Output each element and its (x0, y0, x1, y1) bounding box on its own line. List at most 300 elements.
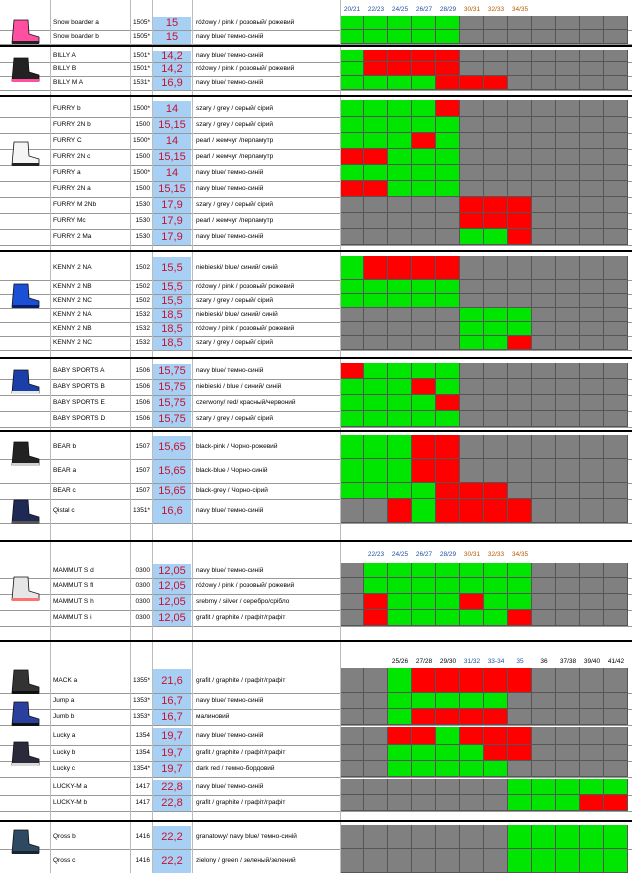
size-na-cell (436, 322, 460, 336)
product-name: MAMMUT S h (53, 598, 94, 605)
size-na-cell (364, 213, 388, 229)
size-na-cell (604, 761, 628, 777)
product-name: KENNY 2 NB (53, 325, 92, 332)
size-soldout-cell (364, 62, 388, 76)
size-na-cell (580, 133, 604, 149)
size-na-cell (484, 294, 508, 308)
size-na-cell (340, 693, 364, 709)
size-na-cell (412, 197, 436, 213)
product-code: 1532 (135, 325, 150, 332)
size-na-cell (532, 149, 556, 165)
size-available-cell (364, 363, 388, 379)
product-name: FURRY 2 Ma (53, 233, 92, 240)
size-na-cell (412, 213, 436, 229)
size-available-cell (364, 30, 388, 44)
price: 15 (153, 17, 191, 30)
color-description: niebieski/ blue/ синий/ синій (196, 311, 278, 318)
size-na-cell (604, 594, 628, 610)
color-description: różowy / pink / розовый/ рожевий (196, 283, 295, 290)
color-description: grafit / graphite / графіт/графіт (196, 749, 286, 756)
price: 21,6 (153, 669, 191, 693)
size-available-cell (388, 294, 412, 308)
color-description: navy blue/ темно-синій (196, 79, 264, 86)
size-na-cell (604, 379, 628, 395)
size-na-cell (436, 825, 460, 849)
size-available-cell (484, 693, 508, 709)
size-available-cell (340, 411, 364, 427)
size-na-cell (532, 62, 556, 76)
size-available-cell (508, 563, 532, 578)
size-na-cell (604, 197, 628, 213)
size-na-cell (604, 181, 628, 197)
product-name: LUCKY-M b (53, 799, 88, 806)
section-divider (0, 250, 632, 252)
size-available-cell (436, 117, 460, 133)
size-available-cell (364, 379, 388, 395)
size-available-cell (604, 779, 628, 795)
size-na-cell (556, 100, 580, 117)
size-na-cell (460, 395, 484, 411)
color-description: różowy / pink / розовый/ рожевий (196, 582, 295, 589)
size-available-cell (364, 395, 388, 411)
product-code: 1351* (133, 507, 150, 514)
color-description: niebieski/ blue/ синий/ синій (196, 264, 278, 271)
size-available-cell (340, 50, 364, 62)
product-name: Snow boarder a (53, 19, 99, 26)
size-available-cell (340, 30, 364, 44)
product-code: 1416 (135, 857, 150, 864)
price: 22,8 (153, 780, 191, 795)
size-na-cell (364, 668, 388, 693)
size-na-cell (460, 294, 484, 308)
color-description: малиновий (196, 713, 230, 720)
size-na-cell (604, 100, 628, 117)
size-na-cell (604, 322, 628, 336)
size-na-cell (604, 280, 628, 294)
boot-icon (8, 668, 42, 696)
color-description: zielony / green / зеленый/зелений (196, 857, 296, 864)
size-available-cell (340, 294, 364, 308)
size-header: 27/28 (415, 658, 433, 665)
size-header: 34/35 (511, 6, 529, 13)
size-available-cell (484, 578, 508, 594)
color-description: szary / grey / серый/ сірий (196, 105, 273, 112)
section-divider (0, 430, 632, 432)
color-description: szary / grey / серый/ сірий (196, 121, 273, 128)
size-available-cell (364, 16, 388, 30)
product-code: 1501* (133, 65, 150, 72)
product-name: MAMMUT S i (53, 614, 92, 621)
size-soldout-cell (580, 795, 604, 811)
boot-icon (8, 440, 42, 468)
size-na-cell (532, 709, 556, 725)
product-code: 1417 (135, 799, 150, 806)
product-code: 1530 (135, 201, 150, 208)
size-header: 26/27 (415, 551, 433, 558)
size-available-cell (604, 825, 628, 849)
size-na-cell (484, 133, 508, 149)
size-na-cell (484, 280, 508, 294)
size-na-cell (556, 483, 580, 499)
price: 19,7 (153, 728, 191, 745)
product-code: 1506 (135, 367, 150, 374)
product-code: 1530 (135, 217, 150, 224)
size-available-cell (532, 795, 556, 811)
size-available-cell (412, 745, 436, 761)
size-soldout-cell (484, 499, 508, 523)
product-name: Jump a (53, 697, 75, 704)
size-na-cell (604, 610, 628, 626)
size-soldout-cell (508, 610, 532, 626)
size-na-cell (532, 363, 556, 379)
size-na-cell (604, 745, 628, 761)
size-na-cell (532, 197, 556, 213)
size-soldout-cell (460, 76, 484, 90)
size-na-cell (580, 563, 604, 578)
row-divider (0, 523, 632, 524)
size-soldout-cell (484, 745, 508, 761)
size-header: 22/23 (367, 551, 385, 558)
size-na-cell (508, 761, 532, 777)
boot-icon (8, 700, 42, 728)
size-soldout-cell (436, 459, 460, 483)
size-available-cell (388, 181, 412, 197)
size-na-cell (532, 336, 556, 350)
size-na-cell (340, 668, 364, 693)
product-name: BEAR b (53, 443, 77, 450)
size-available-cell (532, 779, 556, 795)
size-na-cell (604, 411, 628, 427)
product-code: 1416 (135, 833, 150, 840)
size-na-cell (532, 727, 556, 745)
size-na-cell (412, 795, 436, 811)
size-soldout-cell (412, 709, 436, 725)
size-na-cell (604, 363, 628, 379)
size-na-cell (484, 181, 508, 197)
color-description: szary / grey / серый/ сірий (196, 201, 273, 208)
size-na-cell (508, 62, 532, 76)
product-name: Lucky b (53, 749, 76, 756)
size-na-cell (580, 363, 604, 379)
size-available-cell (460, 322, 484, 336)
product-name: Lucky a (53, 732, 76, 739)
price: 15,65 (153, 436, 191, 459)
size-na-cell (604, 30, 628, 44)
color-description: grafit / graphite / графіт/графіт (196, 677, 286, 684)
size-available-cell (340, 16, 364, 30)
size-na-cell (412, 308, 436, 322)
size-available-cell (388, 100, 412, 117)
size-na-cell (508, 435, 532, 459)
size-header: 22/23 (367, 6, 385, 13)
size-na-cell (484, 165, 508, 181)
product-code: 1531* (133, 79, 150, 86)
size-available-cell (364, 459, 388, 483)
color-description: dark red / темно-бордовий (196, 765, 275, 772)
color-description: navy blue/ темно-синій (196, 52, 264, 59)
size-na-cell (556, 578, 580, 594)
product-name: MACK a (53, 677, 78, 684)
size-na-cell (484, 779, 508, 795)
size-na-cell (604, 499, 628, 523)
color-description: navy blue/ темно-синій (196, 185, 264, 192)
price: 15,15 (153, 118, 191, 133)
size-header: 32/33 (487, 6, 505, 13)
section-divider (0, 95, 632, 97)
size-na-cell (532, 133, 556, 149)
product-name: BABY SPORTS D (53, 415, 106, 422)
size-na-cell (580, 280, 604, 294)
size-na-cell (340, 578, 364, 594)
size-available-cell (364, 117, 388, 133)
size-available-cell (340, 62, 364, 76)
size-na-cell (532, 294, 556, 308)
price: 16,9 (153, 77, 191, 90)
size-available-cell (436, 379, 460, 395)
price: 15,75 (153, 380, 191, 395)
size-available-cell (388, 483, 412, 499)
size-available-cell (436, 294, 460, 308)
size-available-cell (436, 181, 460, 197)
size-na-cell (556, 693, 580, 709)
size-na-cell (604, 727, 628, 745)
size-soldout-cell (412, 668, 436, 693)
section-divider (0, 540, 632, 542)
size-na-cell (556, 727, 580, 745)
size-na-cell (484, 795, 508, 811)
size-available-cell (340, 459, 364, 483)
size-available-cell (412, 395, 436, 411)
size-available-cell (340, 395, 364, 411)
size-na-cell (460, 30, 484, 44)
size-na-cell (364, 779, 388, 795)
size-na-cell (580, 668, 604, 693)
column-divider (152, 0, 153, 873)
size-na-cell (556, 499, 580, 523)
product-name: FURRY 2N a (53, 185, 91, 192)
size-na-cell (604, 709, 628, 725)
size-available-cell (388, 133, 412, 149)
size-available-cell (460, 308, 484, 322)
size-na-cell (388, 795, 412, 811)
product-code: 1502 (135, 297, 150, 304)
size-na-cell (604, 256, 628, 280)
size-na-cell (580, 213, 604, 229)
size-na-cell (508, 16, 532, 30)
size-soldout-cell (460, 483, 484, 499)
size-available-cell (388, 761, 412, 777)
price: 16,7 (153, 694, 191, 709)
size-na-cell (532, 411, 556, 427)
size-na-cell (508, 459, 532, 483)
product-name: KENNY 2 NB (53, 283, 92, 290)
size-na-cell (556, 761, 580, 777)
size-available-cell (436, 165, 460, 181)
size-na-cell (484, 435, 508, 459)
product-code: 1354 (135, 732, 150, 739)
boot-icon (8, 282, 42, 310)
size-na-cell (460, 50, 484, 62)
color-description: black-blue / Чорно-синій (196, 467, 268, 474)
product-code: 1502 (135, 283, 150, 290)
product-code: 0300 (135, 614, 150, 621)
size-na-cell (580, 62, 604, 76)
product-code: 1506 (135, 383, 150, 390)
size-available-cell (412, 594, 436, 610)
size-available-cell (388, 30, 412, 44)
size-na-cell (604, 62, 628, 76)
size-na-cell (388, 322, 412, 336)
size-soldout-cell (484, 483, 508, 499)
size-na-cell (340, 761, 364, 777)
size-available-cell (436, 761, 460, 777)
color-description: czerwony/ red/ красный/червоний (196, 399, 296, 406)
size-available-cell (508, 578, 532, 594)
color-description: pearl / жемчуг /перламутр (196, 217, 274, 224)
size-available-cell (484, 322, 508, 336)
price: 19,7 (153, 746, 191, 761)
size-na-cell (604, 668, 628, 693)
product-code: 1417 (135, 783, 150, 790)
size-na-cell (364, 693, 388, 709)
size-available-cell (412, 16, 436, 30)
size-na-cell (340, 213, 364, 229)
size-soldout-cell (412, 50, 436, 62)
size-na-cell (508, 411, 532, 427)
section-divider (0, 640, 632, 642)
color-description: black-grey / Чорно-сірий (196, 487, 268, 494)
size-na-cell (460, 459, 484, 483)
product-name: KENNY 2 NC (53, 297, 92, 304)
boot-icon (8, 368, 42, 396)
product-code: 1500 (135, 121, 150, 128)
size-available-cell (364, 165, 388, 181)
size-na-cell (364, 849, 388, 873)
size-na-cell (388, 849, 412, 873)
product-code: 1500 (135, 153, 150, 160)
size-na-cell (556, 30, 580, 44)
product-code: 1500* (133, 105, 150, 112)
size-na-cell (532, 165, 556, 181)
size-available-cell (412, 483, 436, 499)
size-na-cell (532, 761, 556, 777)
size-na-cell (580, 693, 604, 709)
size-na-cell (436, 197, 460, 213)
size-na-cell (436, 213, 460, 229)
size-available-cell (388, 165, 412, 181)
size-na-cell (580, 336, 604, 350)
size-na-cell (556, 395, 580, 411)
size-available-cell (340, 76, 364, 90)
size-available-cell (412, 181, 436, 197)
price: 14 (153, 101, 191, 117)
size-available-cell (388, 459, 412, 483)
size-na-cell (604, 229, 628, 245)
size-na-cell (364, 745, 388, 761)
size-soldout-cell (436, 100, 460, 117)
size-soldout-cell (484, 213, 508, 229)
size-soldout-cell (460, 197, 484, 213)
size-na-cell (412, 229, 436, 245)
size-na-cell (580, 761, 604, 777)
size-available-cell (388, 117, 412, 133)
size-header: 28/29 (439, 6, 457, 13)
size-na-cell (484, 50, 508, 62)
size-na-cell (580, 100, 604, 117)
size-header: 29/30 (439, 658, 457, 665)
size-available-cell (388, 709, 412, 725)
product-name: Qross c (53, 857, 76, 864)
product-name: Qross b (53, 833, 76, 840)
product-code: 0300 (135, 582, 150, 589)
size-na-cell (532, 322, 556, 336)
size-na-cell (460, 825, 484, 849)
product-code: 1532 (135, 311, 150, 318)
size-na-cell (436, 849, 460, 873)
size-na-cell (556, 363, 580, 379)
product-code: 1500 (135, 185, 150, 192)
size-na-cell (484, 62, 508, 76)
size-available-cell (412, 76, 436, 90)
size-na-cell (532, 30, 556, 44)
size-available-cell (388, 411, 412, 427)
size-na-cell (556, 563, 580, 578)
size-na-cell (388, 213, 412, 229)
price: 12,05 (153, 579, 191, 594)
row-divider (0, 811, 632, 812)
size-na-cell (556, 117, 580, 133)
size-soldout-cell (508, 499, 532, 523)
price: 15,75 (153, 396, 191, 411)
product-name: KENNY 2 NA (53, 264, 92, 271)
product-code: 1507 (135, 487, 150, 494)
size-na-cell (508, 100, 532, 117)
price: 22,2 (153, 826, 191, 849)
size-na-cell (580, 483, 604, 499)
size-na-cell (412, 825, 436, 849)
color-description: szary / grey / серый/ сірий (196, 297, 273, 304)
size-available-cell (532, 825, 556, 849)
product-name: MAMMUT S d (53, 567, 94, 574)
size-soldout-cell (508, 336, 532, 350)
product-name: BILLY A (53, 52, 76, 59)
size-na-cell (388, 308, 412, 322)
size-na-cell (604, 693, 628, 709)
size-available-cell (388, 435, 412, 459)
price: 15,75 (153, 412, 191, 427)
size-available-cell (580, 825, 604, 849)
size-na-cell (580, 745, 604, 761)
price: 14,2 (153, 63, 191, 76)
size-soldout-cell (436, 256, 460, 280)
size-na-cell (556, 435, 580, 459)
size-na-cell (364, 727, 388, 745)
size-available-cell (412, 294, 436, 308)
size-na-cell (604, 483, 628, 499)
boot-icon (8, 140, 42, 168)
column-divider (50, 0, 51, 873)
price: 15,15 (153, 150, 191, 165)
size-available-cell (508, 779, 532, 795)
size-na-cell (508, 379, 532, 395)
size-na-cell (604, 213, 628, 229)
size-available-cell (436, 363, 460, 379)
size-na-cell (556, 336, 580, 350)
product-name: BILLY B (53, 65, 77, 72)
size-na-cell (580, 594, 604, 610)
product-code: 1502 (135, 264, 150, 271)
size-na-cell (556, 280, 580, 294)
